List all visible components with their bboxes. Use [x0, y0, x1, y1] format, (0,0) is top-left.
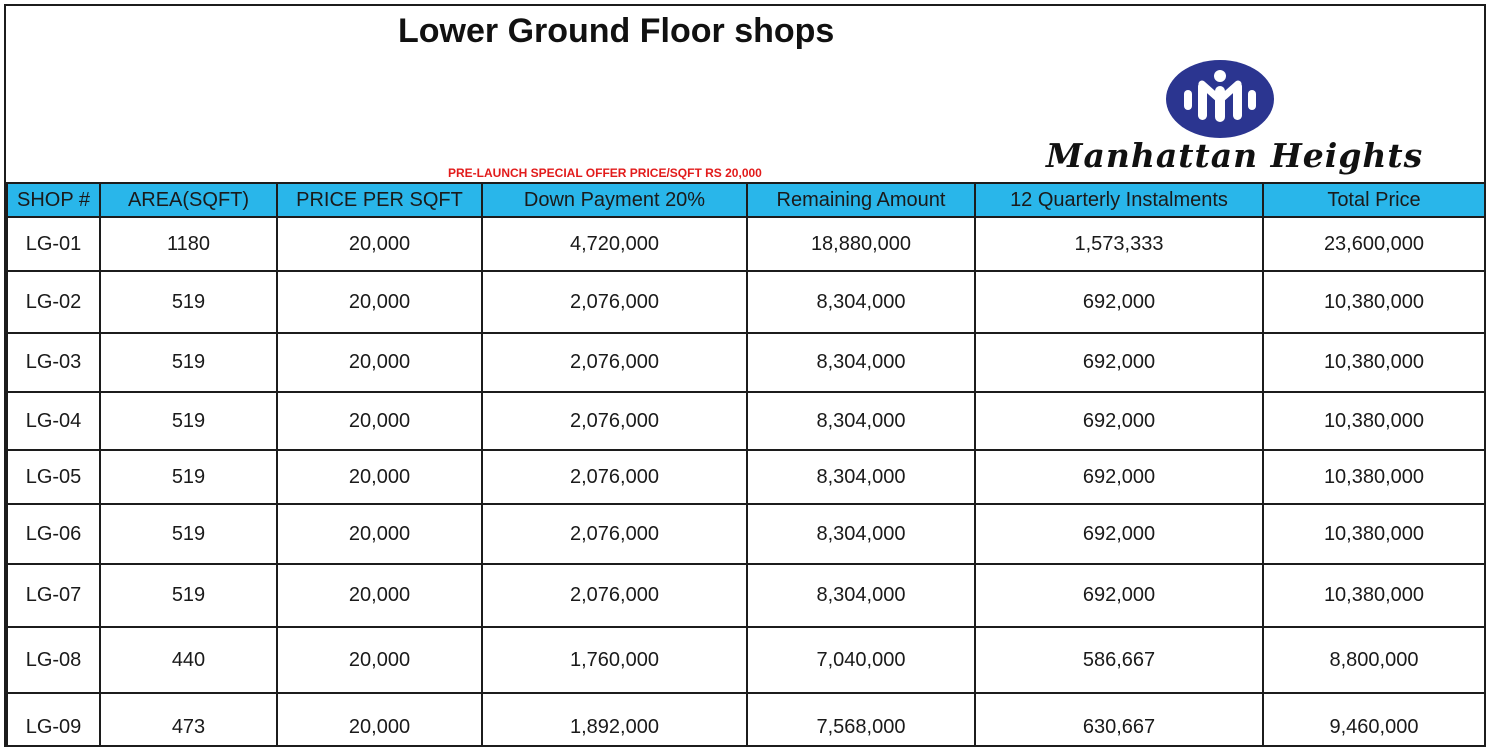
cell-down-payment: 4,720,000: [482, 217, 747, 271]
cell-price-per-sqft: 20,000: [277, 333, 482, 392]
header-quarterly-instalments: 12 Quarterly Instalments: [975, 183, 1263, 217]
cell-shop: LG-08: [7, 627, 100, 693]
cell-shop: LG-03: [7, 333, 100, 392]
cell-down-payment: 1,892,000: [482, 693, 747, 747]
cell-total-price: 23,600,000: [1263, 217, 1485, 271]
cell-total-price: 9,460,000: [1263, 693, 1485, 747]
cell-remaining-amount: 8,304,000: [747, 333, 975, 392]
header-shop: SHOP #: [7, 183, 100, 217]
table-row: [7, 564, 1485, 627]
cell-down-payment: 2,076,000: [482, 333, 747, 392]
table-row: [7, 504, 1485, 564]
table-header-row: [7, 183, 1485, 217]
cell-area: 440: [100, 627, 277, 693]
cell-price-per-sqft: 20,000: [277, 504, 482, 564]
manhattan-heights-logo: [1046, 58, 1424, 184]
cell-price-per-sqft: 20,000: [277, 217, 482, 271]
cell-total-price: 8,800,000: [1263, 627, 1485, 693]
table-row: [7, 392, 1485, 450]
cell-area: 519: [100, 504, 277, 564]
cell-remaining-amount: 7,568,000: [747, 693, 975, 747]
cell-total-price: 10,380,000: [1263, 392, 1485, 450]
logo-wordmark: Manhattan Heights: [1046, 136, 1424, 175]
header-price-per-sqft: PRICE PER SQFT: [277, 183, 482, 217]
table-row: [7, 450, 1485, 504]
cell-down-payment: 2,076,000: [482, 271, 747, 333]
cell-quarterly-instalment: 692,000: [975, 504, 1263, 564]
cell-remaining-amount: 8,304,000: [747, 564, 975, 627]
cell-remaining-amount: 8,304,000: [747, 504, 975, 564]
header-down-payment: Down Payment 20%: [482, 183, 747, 217]
header-total-price: Total Price: [1263, 183, 1485, 217]
cell-quarterly-instalment: 630,667: [975, 693, 1263, 747]
offer-banner: PRE-LAUNCH SPECIAL OFFER PRICE/SQFT RS 20,000: [448, 166, 762, 180]
header-area: AREA(SQFT): [100, 183, 277, 217]
cell-total-price: 10,380,000: [1263, 564, 1485, 627]
cell-quarterly-instalment: 1,573,333: [975, 217, 1263, 271]
cell-remaining-amount: 8,304,000: [747, 392, 975, 450]
cell-shop: LG-05: [7, 450, 100, 504]
cell-area: 519: [100, 271, 277, 333]
logo-emblem-icon: [1164, 58, 1276, 140]
cell-area: 519: [100, 450, 277, 504]
cell-price-per-sqft: 20,000: [277, 627, 482, 693]
table-row: [7, 627, 1485, 693]
cell-shop: LG-06: [7, 504, 100, 564]
cell-down-payment: 1,760,000: [482, 627, 747, 693]
cell-quarterly-instalment: 586,667: [975, 627, 1263, 693]
cell-shop: LG-09: [7, 693, 100, 747]
shops-table: [6, 182, 1486, 747]
table-row: [7, 217, 1485, 271]
cell-quarterly-instalment: 692,000: [975, 564, 1263, 627]
cell-price-per-sqft: 20,000: [277, 271, 482, 333]
header-remaining-amount: Remaining Amount: [747, 183, 975, 217]
cell-area: 473: [100, 693, 277, 747]
cell-quarterly-instalment: 692,000: [975, 450, 1263, 504]
cell-shop: LG-07: [7, 564, 100, 627]
table-row: [7, 271, 1485, 333]
cell-area: 1180: [100, 217, 277, 271]
cell-price-per-sqft: 20,000: [277, 450, 482, 504]
table-row: [7, 333, 1485, 392]
cell-shop: LG-01: [7, 217, 100, 271]
cell-down-payment: 2,076,000: [482, 504, 747, 564]
cell-shop: LG-04: [7, 392, 100, 450]
cell-remaining-amount: 8,304,000: [747, 271, 975, 333]
cell-total-price: 10,380,000: [1263, 450, 1485, 504]
cell-down-payment: 2,076,000: [482, 392, 747, 450]
page-title: Lower Ground Floor shops: [398, 12, 835, 50]
cell-total-price: 10,380,000: [1263, 504, 1485, 564]
cell-quarterly-instalment: 692,000: [975, 392, 1263, 450]
cell-shop: LG-02: [7, 271, 100, 333]
cell-price-per-sqft: 20,000: [277, 564, 482, 627]
price-sheet: [4, 4, 1486, 747]
cell-area: 519: [100, 564, 277, 627]
table-row: [7, 693, 1485, 747]
cell-area: 519: [100, 392, 277, 450]
cell-price-per-sqft: 20,000: [277, 693, 482, 747]
cell-remaining-amount: 18,880,000: [747, 217, 975, 271]
cell-remaining-amount: 8,304,000: [747, 450, 975, 504]
cell-total-price: 10,380,000: [1263, 271, 1485, 333]
cell-down-payment: 2,076,000: [482, 450, 747, 504]
cell-quarterly-instalment: 692,000: [975, 333, 1263, 392]
cell-price-per-sqft: 20,000: [277, 392, 482, 450]
cell-total-price: 10,380,000: [1263, 333, 1485, 392]
cell-remaining-amount: 7,040,000: [747, 627, 975, 693]
cell-quarterly-instalment: 692,000: [975, 271, 1263, 333]
cell-area: 519: [100, 333, 277, 392]
cell-down-payment: 2,076,000: [482, 564, 747, 627]
